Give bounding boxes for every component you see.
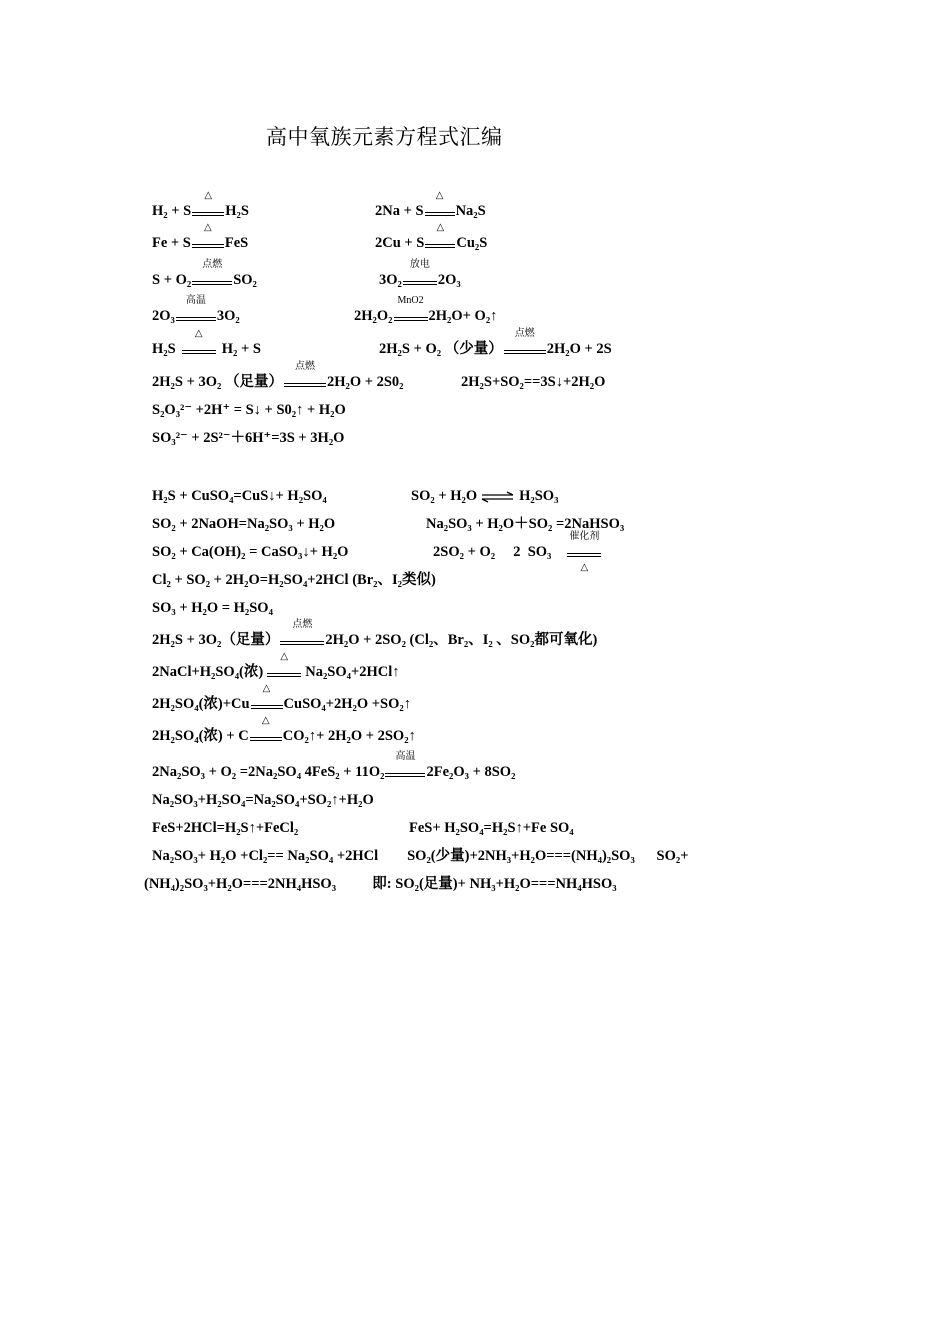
equation-h2so4-cu [152, 683, 412, 713]
equation-rhs: CuSO₄+2H₂O +SO₂↑ [283, 696, 412, 712]
equation-sulfite-sulfide: SO₃²⁻ + 2S²⁻＋6H⁺=3S + 3H₂O [152, 430, 345, 446]
equation-lhs: 2H₂S + O₂ （少量） [379, 341, 503, 357]
condition-catalyst-heat: 催化剂 △ [569, 531, 600, 573]
equation-lhs: 2O₃ [152, 308, 175, 324]
equation-na2so3-h2so4: Na₂SO₃+H₂SO₄=Na₂SO₄+SO₂↑+H₂O [152, 792, 374, 808]
equation-cl2-so2: Cl₂ + SO₂ + 2H₂O=H₂SO₄+2HCl (Br₂、I₂类似) [152, 572, 436, 588]
equation-h2s-o2-limited [379, 328, 612, 358]
equation-h2o2 [354, 295, 498, 325]
equation-nacl-h2so4 [152, 651, 400, 681]
condition-heat: △ [192, 235, 224, 252]
equation-lhs: 2Na + S [375, 203, 424, 219]
equation-h2s-so2: 2H₂S+SO₂==3S↓+2H₂O [461, 374, 606, 390]
equation-fes-h2so4: FeS+ H₂SO₄=H₂S↑+Fe SO₄ [409, 820, 574, 836]
equation-lhs: H₂ + S [152, 203, 192, 219]
equation-rhs: 2H₂O + 2SO₂ (Cl₂、Br₂、I₂ 、SO₂都可氧化) [325, 632, 598, 648]
equation-fes-hcl: FeS+2HCl=H₂S↑+FeCl₂ [152, 820, 299, 836]
condition-mno2: MnO2 [394, 308, 428, 325]
condition-ignite: 点燃 [284, 374, 326, 391]
equation-lhs: Fe + S [152, 235, 191, 251]
equation-lhs: 2H₂SO₄(浓) + C [152, 728, 249, 744]
equation-lhs: 2H₂S + 3O₂ （足量） [152, 374, 283, 390]
equation-rhs: 2H₂O+ O₂↑ [428, 308, 498, 324]
condition-heat: △ [425, 203, 455, 220]
condition-heat: △ [250, 728, 282, 745]
equation-lhs: 2Cu + S [375, 235, 425, 251]
equation-na2so3-so2: Na₂SO₃ + H₂O＋SO₂ =2NaHSO₃ [426, 516, 625, 532]
equation-h2s-decompose [152, 328, 261, 358]
equation-lhs: 2H₂S + 3O₂（足量） [152, 632, 280, 648]
equation-h2so4-c [152, 715, 416, 745]
equation-rhs: SO₂ [233, 272, 257, 288]
condition-heat: △ [251, 696, 283, 713]
equation-rhs: 2O₃ [437, 272, 461, 288]
equation-rhs: FeS [224, 235, 249, 251]
condition-high-temp: 高温 [176, 308, 216, 325]
equation-so2-o2-catalyst [433, 531, 602, 573]
equation-rhs: 2H₂O + 2S [546, 341, 612, 357]
equation-lhs: 2NaCl+H₂SO₄(浓) [152, 664, 264, 680]
equation-lhs: 2H₂O₂ [354, 308, 393, 324]
condition-heat: △ [267, 664, 301, 681]
condition-heat: △ [425, 235, 455, 252]
condition-heat: △ [192, 203, 224, 220]
condition-ignite: 点燃 [280, 632, 324, 649]
equation-rhs: H₂S [225, 203, 249, 219]
equation-rhs: Na₂S [455, 203, 486, 219]
equation-rhs: CO₂↑+ 2H₂O + 2SO₂↑ [282, 728, 416, 744]
equation-thiosulfate: S₂O₃²⁻ +2H⁺ = S↓ + S0₂↑ + H₂O [152, 402, 346, 418]
equation-lhs: S + O₂ [152, 272, 192, 288]
equation-rhs: Cu₂S [456, 235, 488, 251]
equation-lhs: H₂S [152, 341, 176, 357]
equation-rhs: H₂ + S [221, 341, 261, 357]
equation-na2so3-cl2: Na₂SO₃+ H₂O +Cl₂== Na₂SO₄ +2HCl SO₂(少量)+2NH₃+H₂O===(NH₄)₂SO₃ SO₂+ [152, 848, 689, 864]
condition-ignite: 点燃 [192, 272, 232, 289]
equation-lhs: 2H₂SO₄(浓)+Cu [152, 696, 250, 712]
equation-rhs: H₂SO₃ [519, 488, 559, 504]
equation-s-o2 [152, 259, 257, 289]
equation-so2-caoh2: SO₂ + Ca(OH)₂ = CaSO₃↓+ H₂O [152, 544, 349, 560]
equation-rhs: 2Fe₂O₃ + 8SO₂ [426, 764, 516, 780]
document-title: 高中氧族元素方程式汇编 [266, 125, 503, 149]
equation-lhs: 3O₂ [379, 272, 402, 288]
equation-lhs: 2SO₂ + O₂ 2 SO₃ [433, 544, 552, 560]
equation-o2-o3 [379, 259, 461, 289]
condition-ignite: 点燃 [504, 341, 546, 358]
equation-so2-h2o [411, 487, 558, 505]
equation-so3-h2o: SO₃ + H₂O = H₂SO₄ [152, 600, 273, 616]
equation-na-s [375, 190, 486, 220]
equation-fes2-roast [152, 751, 516, 781]
equation-cu-s [375, 222, 488, 252]
equation-rhs: 3O₂ [216, 308, 240, 324]
equation-lhs: SO₂ + H₂O [411, 488, 478, 504]
equation-so2-naoh: SO₂ + 2NaOH=Na₂SO₃ + H₂O [152, 516, 336, 532]
equation-h2-s [152, 190, 249, 220]
equation-h2s-o2-oxidize [152, 619, 598, 649]
condition-heat: △ [182, 341, 216, 358]
condition-high-temp: 高温 [385, 764, 425, 781]
equation-nh4-so3: (NH₄)₂SO₃+H₂O===2NH₄HSO₃ 即: SO₂(足量)+ NH₃+H₂O===NH₄HSO₃ [144, 876, 617, 892]
reversible-arrow-icon [481, 490, 515, 504]
equation-fe-s [152, 222, 249, 252]
equation-o3-o2 [152, 295, 240, 325]
equation-lhs: 2Na₂SO₃ + O₂ =2Na₂SO₄ 4FeS₂ + 11O₂ [152, 764, 385, 780]
equation-h2s-cuso4: H₂S + CuSO₄=CuS↓+ H₂SO₄ [152, 488, 327, 504]
condition-discharge: 放电 [403, 272, 437, 289]
equation-rhs: 2H₂O + 2S0₂ [326, 374, 404, 390]
equation-h2s-o2-excess [152, 361, 404, 391]
equation-rhs: Na₂SO₄+2HCl↑ [305, 664, 400, 680]
